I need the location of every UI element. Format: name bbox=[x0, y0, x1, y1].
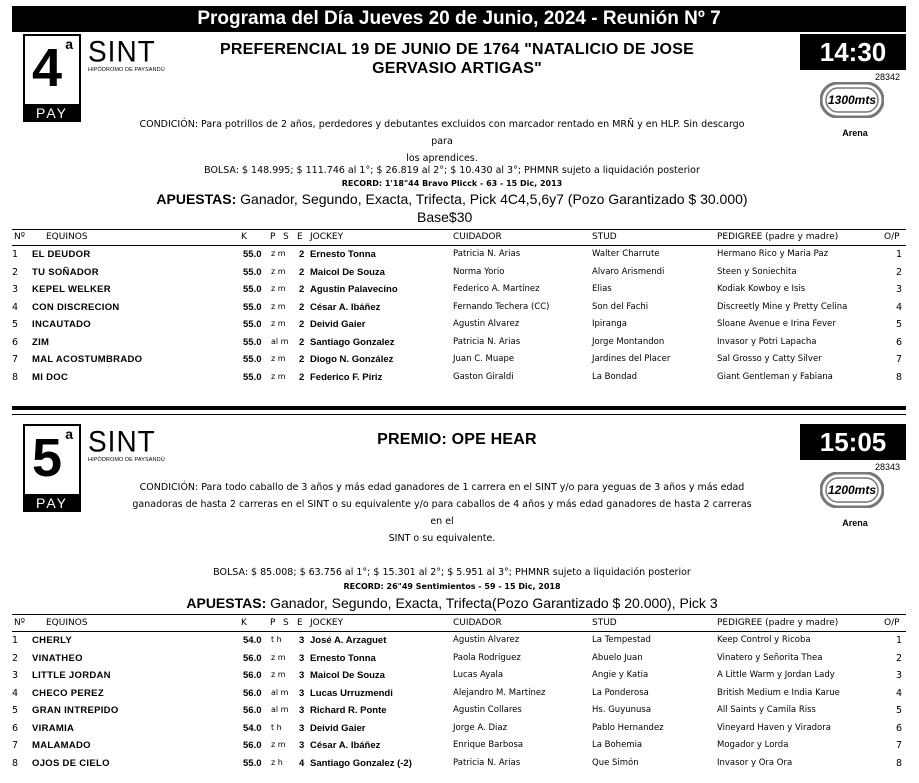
entry-pedigree: Sloane Avenue e Irina Fever bbox=[717, 319, 836, 329]
race-separator bbox=[12, 406, 906, 410]
entry-op: 6 bbox=[895, 336, 902, 348]
table-row bbox=[12, 300, 906, 318]
entry-jockey: César A. Ibáñez bbox=[310, 301, 381, 313]
entry-stud: Son del Fachi bbox=[592, 301, 649, 312]
race-bets-label: APUESTAS: bbox=[186, 595, 267, 611]
entry-jockey: Ernesto Tonna bbox=[310, 652, 376, 664]
race-title bbox=[207, 430, 707, 449]
race-number: 4 bbox=[31, 38, 63, 98]
entry-trainer: Enrique Barbosa bbox=[453, 740, 524, 750]
col-kg: K bbox=[241, 232, 247, 242]
col-op: O/P bbox=[884, 232, 900, 242]
entry-age: 2 bbox=[299, 371, 305, 383]
entry-jockey: Maicol De Souza bbox=[310, 670, 385, 681]
race-code: 28343 bbox=[874, 462, 900, 472]
entry-weight: 55.0 bbox=[243, 266, 262, 278]
race-distance: 1200mts bbox=[827, 483, 877, 497]
entry-jockey: Federico F. Píriz bbox=[310, 371, 383, 383]
col-horse: EQUINOS bbox=[46, 232, 88, 242]
entry-trainer: Lucas Ayala bbox=[453, 670, 504, 680]
entry-weight: 55.0 bbox=[243, 249, 262, 260]
entry-horse: KEPEL WELKER bbox=[32, 284, 111, 295]
entry-ps: z m bbox=[271, 284, 286, 293]
table-header bbox=[12, 232, 906, 244]
table-row bbox=[12, 738, 906, 756]
entry-weight: 54.0 bbox=[243, 722, 262, 734]
entry-jockey: Santiago Gonzalez (-2) bbox=[310, 757, 412, 769]
race-title-line1: PREFERENCIAL 19 DE JUNIO DE 1764 "NATALICIO DE JOSE bbox=[220, 41, 694, 58]
entry-jockey: Santiago Gonzalez bbox=[310, 336, 395, 348]
table-row bbox=[12, 686, 906, 704]
entry-horse: GRAN INTREPIDO bbox=[32, 705, 119, 716]
entry-op: 3 bbox=[895, 670, 902, 681]
entry-trainer: Gaston Giraldi bbox=[453, 371, 514, 382]
race-title-line2: GERVASIO ARTIGAS" bbox=[372, 60, 542, 77]
entry-age: 3 bbox=[299, 670, 305, 681]
race-number-box bbox=[23, 424, 81, 496]
entry-op: 8 bbox=[895, 757, 902, 769]
col-num: Nº bbox=[14, 618, 25, 628]
entry-jockey: Ernesto Tonna bbox=[310, 249, 376, 260]
col-kg: K bbox=[241, 618, 247, 628]
entry-stud: Pablo Hernandez bbox=[592, 722, 664, 733]
track-surface: Arena bbox=[842, 128, 868, 138]
entry-weight: 56.0 bbox=[243, 705, 262, 716]
race-bets bbox=[112, 191, 792, 207]
entry-ps: z m bbox=[271, 371, 286, 381]
entry-pedigree: Mogador y Lorda bbox=[717, 740, 789, 750]
entry-ps: z m bbox=[271, 266, 286, 276]
sint-logo bbox=[88, 425, 168, 463]
entry-horse: CON DISCRECION bbox=[32, 301, 120, 313]
entry-jockey: Deivid Gaier bbox=[310, 722, 366, 734]
entry-stud: Walter Charrute bbox=[592, 249, 660, 259]
entry-op: 7 bbox=[895, 354, 902, 365]
entry-number: 8 bbox=[12, 757, 19, 769]
entry-number: 1 bbox=[12, 635, 19, 646]
entry-trainer: Patricia N. Arias bbox=[453, 757, 521, 768]
entry-trainer: Agustin Alvarez bbox=[453, 319, 520, 329]
pay-label: PAY bbox=[23, 105, 81, 122]
table-row bbox=[12, 247, 906, 265]
entry-jockey: Lucas Urruzmendi bbox=[310, 687, 393, 699]
entry-horse: VINATHEO bbox=[32, 652, 83, 664]
entry-pedigree: Hermano Rico y Maria Paz bbox=[717, 249, 829, 259]
entry-weight: 56.0 bbox=[243, 652, 262, 664]
entry-number: 7 bbox=[12, 354, 19, 365]
entry-horse: VIRAMIA bbox=[32, 722, 75, 734]
race-number-box bbox=[23, 34, 81, 106]
race-number: 5 bbox=[31, 428, 63, 488]
race-time: 14:30 bbox=[800, 34, 906, 70]
race-bolsa: BOLSA: $ 85.008; $ 63.756 al 1°; $ 15.301 al 2°; $ 5.951 al 3°; PHMNR sujeto a liquidación posterior bbox=[213, 567, 691, 578]
entry-op: 3 bbox=[895, 284, 902, 295]
entry-jockey: Richard R. Ponte bbox=[310, 705, 387, 716]
race-separator-thin bbox=[12, 414, 906, 415]
race-number-ordinal: a bbox=[65, 426, 73, 442]
table-row bbox=[12, 370, 906, 388]
track-oval-icon bbox=[820, 82, 884, 118]
entry-ps: z m bbox=[271, 652, 286, 662]
race-condition bbox=[132, 479, 752, 547]
sint-logo-word: SINT bbox=[88, 35, 156, 68]
table-row bbox=[12, 651, 906, 669]
entry-horse: ZIM bbox=[32, 336, 50, 348]
table-row bbox=[12, 703, 906, 721]
col-s: S bbox=[283, 618, 289, 628]
entry-pedigree: Steen y Soniechita bbox=[717, 266, 797, 277]
entry-age: 2 bbox=[299, 336, 305, 348]
entry-stud: Alvaro Arismendi bbox=[592, 266, 665, 277]
entry-horse: MALAMADO bbox=[32, 740, 91, 751]
race-5-block bbox=[12, 424, 906, 780]
entry-stud: La Tempestad bbox=[592, 635, 651, 645]
race-bolsa: BOLSA: $ 148.995; $ 111.746 al 1°; $ 26.819 al 2°; $ 10.430 al 3°; PHMNR sujeto a liquidación posterior bbox=[204, 165, 700, 176]
table-header-rule bbox=[12, 631, 906, 632]
race-distance: 1300mts bbox=[827, 93, 877, 107]
race-base: Base$30 bbox=[417, 209, 473, 225]
entry-ps: z m bbox=[271, 740, 286, 749]
entry-age: 3 bbox=[299, 722, 305, 734]
entry-jockey: Diogo N. González bbox=[310, 354, 394, 365]
entry-ps: z h bbox=[271, 757, 283, 767]
race-bets-label: APUESTAS: bbox=[156, 191, 237, 207]
table-row bbox=[12, 756, 906, 774]
entry-age: 2 bbox=[299, 319, 305, 330]
entry-number: 5 bbox=[12, 705, 19, 716]
entry-stud: Ipiranga bbox=[592, 319, 627, 329]
col-e: E bbox=[297, 618, 303, 628]
entry-number: 8 bbox=[12, 371, 19, 383]
table-row bbox=[12, 282, 906, 300]
entry-jockey: Deivid Gaier bbox=[310, 319, 366, 330]
table-header bbox=[12, 618, 906, 630]
entry-age: 2 bbox=[299, 354, 305, 365]
entry-trainer: Federico A. Martínez bbox=[453, 284, 540, 294]
entry-ps: z m bbox=[271, 354, 286, 363]
entry-stud: Que Simón bbox=[592, 757, 639, 768]
entry-weight: 56.0 bbox=[243, 670, 262, 681]
entry-jockey: José A. Arzaguet bbox=[310, 635, 387, 646]
entry-pedigree: All Saints y Camila Riss bbox=[717, 705, 816, 715]
entry-age: 3 bbox=[299, 687, 305, 699]
race-condition bbox=[132, 116, 752, 167]
race-time: 15:05 bbox=[800, 424, 906, 460]
col-op: O/P bbox=[884, 618, 900, 628]
entry-ps: t h bbox=[271, 635, 282, 644]
entry-number: 2 bbox=[12, 652, 19, 664]
entry-ps: z m bbox=[271, 319, 286, 328]
entry-stud: Elias bbox=[592, 284, 612, 294]
entry-pedigree: Keep Control y Ricoba bbox=[717, 635, 811, 645]
table-row bbox=[12, 352, 906, 370]
entry-trainer: Jorge A. Diaz bbox=[453, 722, 508, 733]
entry-trainer: Agustin Alvarez bbox=[453, 635, 520, 645]
entry-weight: 55.0 bbox=[243, 757, 262, 769]
entry-op: 5 bbox=[895, 319, 902, 330]
entry-age: 2 bbox=[299, 301, 305, 313]
entry-stud: Hs. Guyunusa bbox=[592, 705, 652, 715]
col-stud: STUD bbox=[592, 232, 617, 242]
entry-weight: 55.0 bbox=[243, 336, 262, 348]
table-row bbox=[12, 335, 906, 353]
table-header-rule bbox=[12, 245, 906, 246]
entry-number: 5 bbox=[12, 319, 19, 330]
entry-number: 3 bbox=[12, 670, 19, 681]
col-p: P bbox=[270, 618, 276, 628]
entry-weight: 56.0 bbox=[243, 740, 262, 751]
entry-weight: 55.0 bbox=[243, 284, 262, 295]
race-condition-line2: ganadoras de hasta 2 carreras en el SINT o su equivalente y/o para caballos de 4 años y más edad ganadores de hasta 2 carreras en el bbox=[132, 499, 752, 527]
entry-ps: z m bbox=[271, 670, 286, 679]
entry-ps: t h bbox=[271, 722, 282, 732]
table-row bbox=[12, 668, 906, 686]
race-bets-text: Ganador, Segundo, Exacta, Trifecta(Pozo Garantizado $ 20.000), Pick 3 bbox=[270, 595, 718, 611]
entry-horse: MI DOC bbox=[32, 371, 69, 383]
entry-age: 4 bbox=[299, 757, 305, 769]
entries-table bbox=[12, 247, 906, 387]
entry-jockey: Agustin Palavecino bbox=[310, 284, 398, 295]
col-num: Nº bbox=[14, 232, 25, 242]
entry-age: 2 bbox=[299, 266, 305, 278]
entries-table bbox=[12, 633, 906, 775]
col-trainer: CUIDADOR bbox=[453, 618, 502, 628]
entry-trainer: Juan C. Muape bbox=[453, 354, 515, 364]
entry-pedigree: Vineyard Haven y Viradora bbox=[717, 722, 831, 733]
entry-stud: Abuelo Juan bbox=[592, 652, 643, 663]
entry-op: 8 bbox=[895, 371, 902, 383]
race-record: RECORD: 1'18"44 Bravo Plicck - 63 - 15 Dic, 2013 bbox=[341, 179, 563, 188]
entry-ps: al m bbox=[271, 687, 289, 697]
entry-weight: 55.0 bbox=[243, 301, 262, 313]
entry-age: 3 bbox=[299, 635, 305, 646]
entry-number: 6 bbox=[12, 336, 19, 348]
entry-jockey: César A. Ibáñez bbox=[310, 740, 381, 751]
entry-number: 1 bbox=[12, 249, 19, 260]
col-horse: EQUINOS bbox=[46, 618, 88, 628]
entry-number: 6 bbox=[12, 722, 19, 734]
table-row bbox=[12, 265, 906, 283]
entry-number: 4 bbox=[12, 687, 19, 699]
pay-label: PAY bbox=[23, 495, 81, 512]
entry-trainer: Alejandro M. Martínez bbox=[453, 687, 546, 698]
entry-ps: z m bbox=[271, 249, 286, 258]
entry-number: 2 bbox=[12, 266, 19, 278]
entry-pedigree: Sal Grosso y Catty Silver bbox=[717, 354, 822, 364]
entry-pedigree: A Little Warm y Jordan Lady bbox=[717, 670, 835, 680]
track-oval-icon bbox=[820, 472, 884, 508]
race-condition-line1: CONDICIÓN: Para todo caballo de 3 años y más edad ganadores de 1 carrera en el SINT y/o para yeguas de 3 años y más edad bbox=[139, 482, 745, 493]
entry-weight: 55.0 bbox=[243, 319, 262, 330]
sint-logo-subtitle: HIPÓDROMO DE PAYSANDÚ bbox=[88, 67, 165, 73]
entry-pedigree: Invasor y Potri Lapacha bbox=[717, 336, 817, 347]
race-number-ordinal: a bbox=[65, 36, 73, 52]
entry-op: 5 bbox=[895, 705, 902, 716]
entry-trainer: Fernando Techera (CC) bbox=[453, 301, 550, 312]
entry-ps: al m bbox=[271, 336, 289, 346]
entry-pedigree: Discreetly Mine y Pretty Celina bbox=[717, 301, 848, 312]
col-s: S bbox=[283, 232, 289, 242]
entry-age: 2 bbox=[299, 249, 305, 260]
sint-logo-word: SINT bbox=[88, 425, 156, 458]
entry-age: 3 bbox=[299, 740, 305, 751]
sint-logo bbox=[88, 35, 168, 73]
entry-number: 3 bbox=[12, 284, 19, 295]
entry-horse: CHERLY bbox=[32, 635, 72, 646]
race-bets-text: Ganador, Segundo, Exacta, Trifecta, Pick 4C4,5,6y7 (Pozo Garantizado $ 30.000) bbox=[240, 191, 748, 207]
entry-op: 6 bbox=[895, 722, 902, 734]
entry-stud: La Bohemia bbox=[592, 740, 643, 750]
col-pedigree: PEDIGREE (padre y madre) bbox=[717, 618, 839, 628]
entry-pedigree: British Medium e India Karue bbox=[717, 687, 840, 698]
entry-pedigree: Invasor y Ora Ora bbox=[717, 757, 793, 768]
table-row bbox=[12, 633, 906, 651]
col-jockey: JOCKEY bbox=[310, 232, 344, 242]
table-top-rule bbox=[12, 229, 906, 230]
entry-op: 2 bbox=[895, 266, 902, 278]
entry-stud: La Bondad bbox=[592, 371, 638, 382]
entry-horse: EL DEUDOR bbox=[32, 249, 91, 260]
entry-op: 4 bbox=[895, 687, 902, 699]
race-code: 28342 bbox=[874, 72, 900, 82]
entry-op: 4 bbox=[895, 301, 902, 313]
entry-weight: 54.0 bbox=[243, 635, 262, 646]
race-record: RECORD: 26"49 Sentimientos - 59 - 15 Dic, 2018 bbox=[343, 582, 561, 591]
race-condition-line1: CONDICIÓN: Para potrillos de 2 años, perdedores y debutantes excluidos con marcador rentado en MRÑ y en HLP. Sin descargo para bbox=[139, 119, 745, 147]
program-header: Programa del Día Jueves 20 de Junio, 2024 - Reunión Nº 7 bbox=[12, 6, 906, 32]
entry-ps: z m bbox=[271, 301, 286, 311]
table-row bbox=[12, 317, 906, 335]
entry-stud: Angie y Katia bbox=[592, 670, 649, 680]
col-stud: STUD bbox=[592, 618, 617, 628]
entry-weight: 56.0 bbox=[243, 687, 262, 699]
entry-pedigree: Kodiak Kowboy e Isis bbox=[717, 284, 806, 294]
race-condition-line3: SINT o su equivalente. bbox=[388, 533, 496, 544]
entry-age: 3 bbox=[299, 652, 305, 664]
entry-jockey: Maicol De Souza bbox=[310, 266, 385, 278]
race-condition-line2: los aprendices. bbox=[406, 153, 478, 164]
entry-age: 3 bbox=[299, 705, 305, 716]
entry-number: 4 bbox=[12, 301, 19, 313]
race-title-line1: PREMIO: OPE HEAR bbox=[377, 431, 537, 448]
race-title bbox=[207, 40, 707, 78]
entry-trainer: Patricia N. Arias bbox=[453, 249, 521, 259]
track-surface: Arena bbox=[842, 518, 868, 528]
entry-stud: La Ponderosa bbox=[592, 687, 649, 698]
entry-trainer: Patricia N. Arias bbox=[453, 336, 521, 347]
race-4-block bbox=[12, 34, 906, 390]
entry-horse: OJOS DE CIELO bbox=[32, 757, 110, 769]
sint-logo-subtitle: HIPÓDROMO DE PAYSANDÚ bbox=[88, 457, 165, 463]
entry-horse: LITTLE JORDAN bbox=[32, 670, 111, 681]
col-trainer: CUIDADOR bbox=[453, 232, 502, 242]
col-pedigree: PEDIGREE (padre y madre) bbox=[717, 232, 839, 242]
col-jockey: JOCKEY bbox=[310, 618, 344, 628]
entry-trainer: Norma Yorio bbox=[453, 266, 505, 277]
table-row bbox=[12, 721, 906, 739]
entry-op: 2 bbox=[895, 652, 902, 664]
entry-horse: INCAUTADO bbox=[32, 319, 91, 330]
entry-horse: TU SOÑADOR bbox=[32, 266, 99, 278]
entry-age: 2 bbox=[299, 284, 305, 295]
col-p: P bbox=[270, 232, 276, 242]
entry-pedigree: Giant Gentleman y Fabiana bbox=[717, 371, 833, 382]
entry-horse: MAL ACOSTUMBRADO bbox=[32, 354, 143, 365]
entry-op: 1 bbox=[895, 249, 902, 260]
entry-weight: 55.0 bbox=[243, 371, 262, 383]
entry-ps: al m bbox=[271, 705, 289, 714]
race-bets bbox=[112, 595, 792, 611]
entry-stud: Jorge Montandon bbox=[592, 336, 665, 347]
entry-op: 7 bbox=[895, 740, 902, 751]
col-e: E bbox=[297, 232, 303, 242]
entry-trainer: Agustin Collares bbox=[453, 705, 522, 715]
entry-horse: CHECO PEREZ bbox=[32, 687, 104, 699]
entry-op: 1 bbox=[895, 635, 902, 646]
entry-weight: 55.0 bbox=[243, 354, 262, 365]
entry-number: 7 bbox=[12, 740, 19, 751]
entry-stud: Jardines del Placer bbox=[592, 354, 671, 364]
entry-trainer: Paola Rodriguez bbox=[453, 652, 521, 663]
entry-pedigree: Vinatero y Señorita Thea bbox=[717, 652, 823, 663]
table-top-rule bbox=[12, 614, 906, 615]
